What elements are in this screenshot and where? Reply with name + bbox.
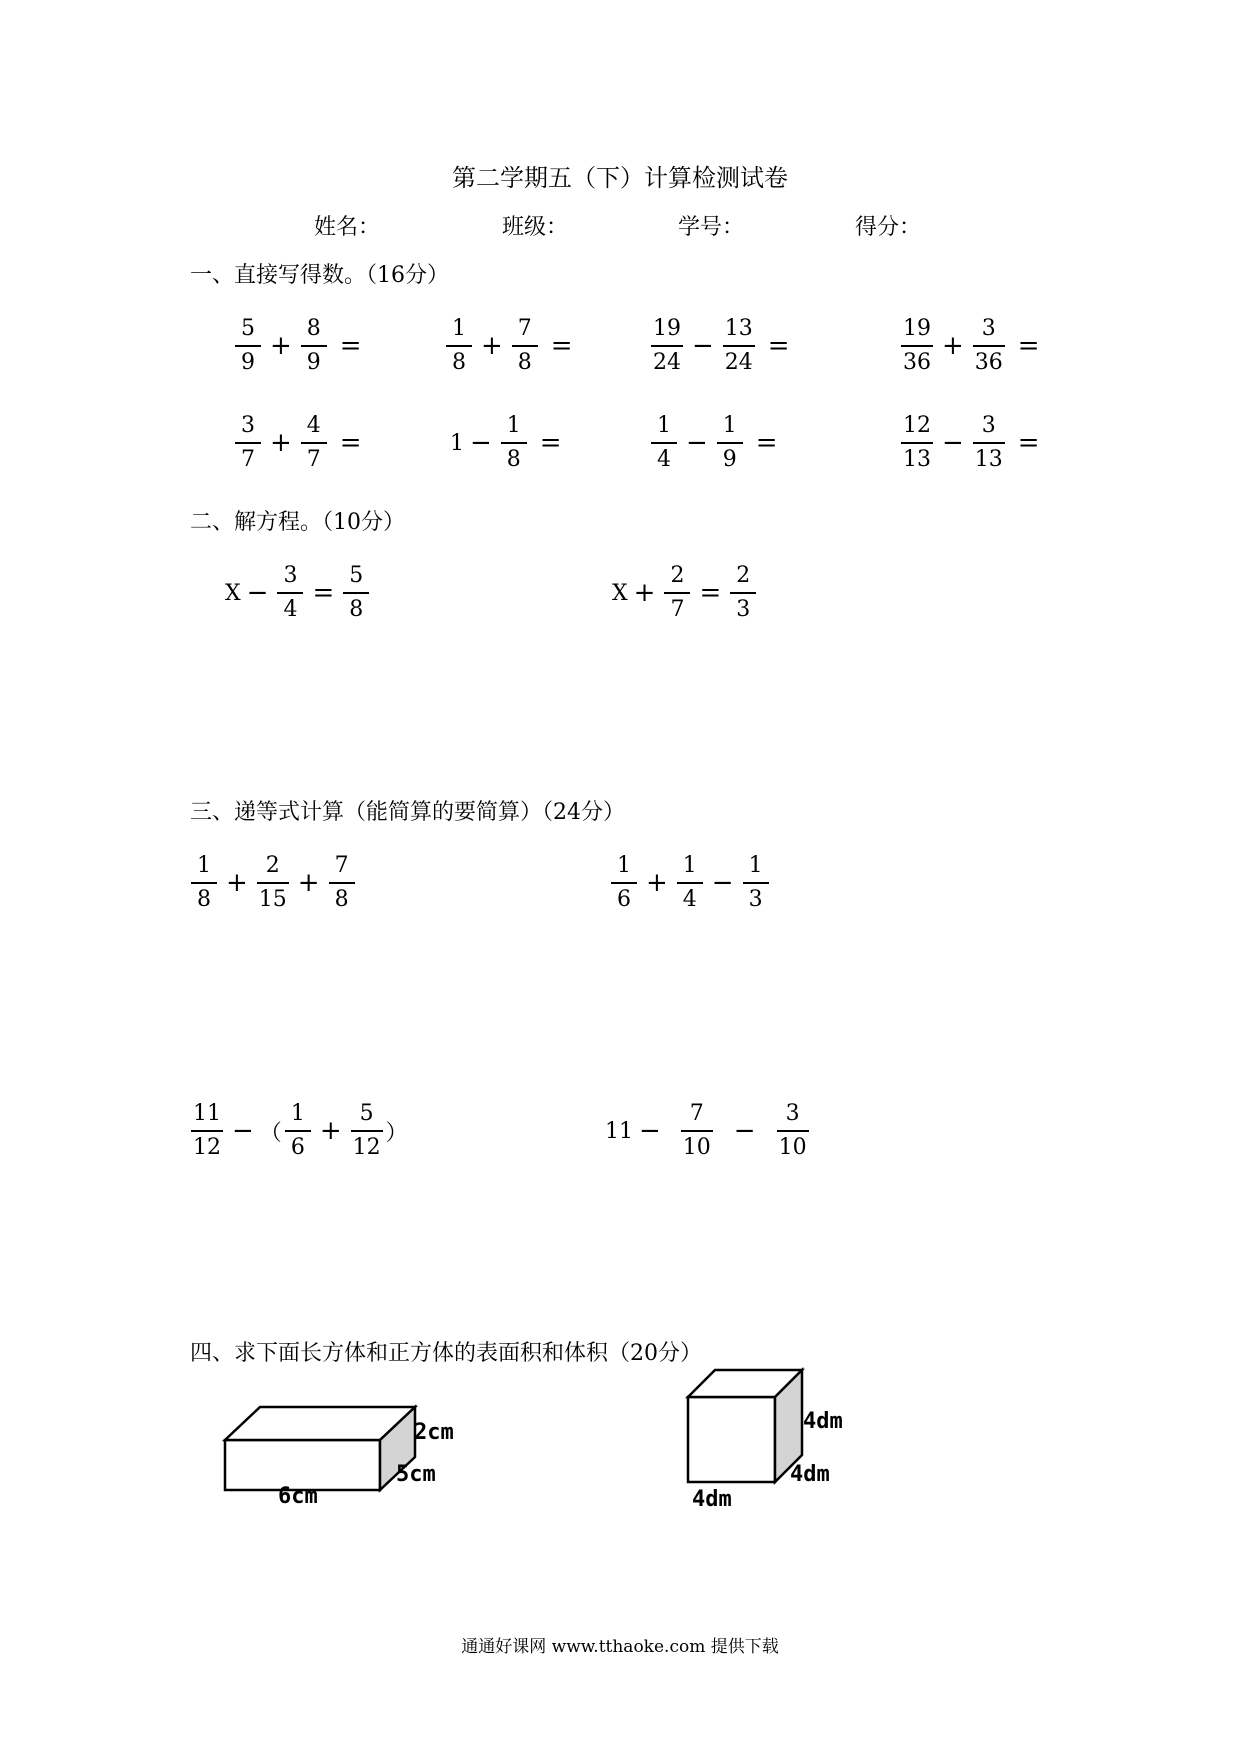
fraction: $\frac{2}{7}$ xyxy=(664,565,690,621)
operator: − xyxy=(246,578,269,608)
s3-expression-2 xyxy=(608,855,772,911)
operator: − xyxy=(232,1116,254,1146)
s2-equation-1 xyxy=(225,565,372,621)
operator: − xyxy=(470,428,492,458)
cuboid-length-label: 6cm xyxy=(278,1484,318,1509)
operator: + xyxy=(270,331,292,361)
fraction: $\frac{19}{24}$ xyxy=(653,316,681,375)
equals-sign: = xyxy=(1017,428,1040,458)
s1-expression-2 xyxy=(443,318,573,374)
s1-expression-6 xyxy=(450,415,562,471)
fraction: $\frac{1}{8}$ xyxy=(501,415,527,471)
fraction: $\frac{3}{7}$ xyxy=(235,415,261,471)
cuboid-height-label: 2cm xyxy=(414,1420,454,1445)
cube-width-label: 4dm xyxy=(692,1487,732,1512)
section-2-heading: 二、解方程。（10分） xyxy=(190,510,405,535)
s3-expression-4 xyxy=(605,1103,812,1159)
operator: + xyxy=(481,331,503,361)
fraction: $\frac{1}{8}$ xyxy=(446,318,472,374)
fraction: $\frac{1}{4}$ xyxy=(677,855,703,911)
fraction: $\frac{7}{8}$ xyxy=(329,855,355,911)
fraction: $\frac{1}{6}$ xyxy=(285,1103,311,1159)
operator: + xyxy=(942,331,964,361)
fraction: $\frac{7}{10}$ xyxy=(682,1101,711,1160)
whole-number: 1 xyxy=(450,430,464,456)
fraction: $\frac{2}{15}$ xyxy=(258,853,287,912)
fraction: $\frac{1}{9}$ xyxy=(717,415,743,471)
equals-sign: = xyxy=(550,331,573,361)
operator: + xyxy=(270,428,292,458)
equals-sign: = xyxy=(767,331,790,361)
section-4-heading: 四、求下面长方体和正方体的表面积和体积（20分） xyxy=(190,1341,702,1366)
name-field-label: 姓名： xyxy=(314,215,381,240)
fraction: $\frac{11}{12}$ xyxy=(193,1101,221,1160)
fraction: $\frac{7}{8}$ xyxy=(512,318,538,374)
operator: − xyxy=(733,1116,756,1146)
s3-expression-3 xyxy=(188,1103,408,1159)
section-3-heading: 三、递等式计算（能简算的要简算）（24分） xyxy=(190,800,625,825)
fraction: $\frac{5}{9}$ xyxy=(235,318,261,374)
operator: + xyxy=(319,1116,342,1146)
fraction: $\frac{12}{13}$ xyxy=(903,413,931,472)
cube-depth-label: 4dm xyxy=(790,1462,830,1487)
equals-sign: = xyxy=(1017,331,1040,361)
equals-sign: = xyxy=(312,578,335,608)
fraction: $\frac{1}{8}$ xyxy=(191,855,217,911)
cube-height-label: 4dm xyxy=(803,1409,843,1434)
student-number-label: 学号： xyxy=(678,215,745,240)
page-title: 第二学期五（下）计算检测试卷 xyxy=(452,164,788,192)
fraction: $\frac{19}{36}$ xyxy=(903,316,931,375)
equals-sign: = xyxy=(339,428,362,458)
fraction: $\frac{2}{3}$ xyxy=(730,565,756,621)
operator: − xyxy=(942,428,964,458)
whole-number: 11 xyxy=(605,1118,633,1144)
cuboid-front-face xyxy=(225,1440,380,1490)
equals-sign: = xyxy=(699,578,722,608)
class-field-label: 班级： xyxy=(502,215,569,240)
fraction: $\frac{4}{7}$ xyxy=(301,415,327,471)
s1-expression-3 xyxy=(648,318,790,374)
cuboid-depth-label: 5cm xyxy=(396,1462,436,1487)
variable: X xyxy=(225,580,241,606)
s1-expression-1 xyxy=(232,318,362,374)
s1-expression-7 xyxy=(648,415,778,471)
fraction: $\frac{3}{13}$ xyxy=(974,413,1003,472)
s3-expression-1 xyxy=(188,855,358,911)
operator: − xyxy=(686,428,708,458)
operator: + xyxy=(297,868,320,898)
s2-equation-2 xyxy=(612,565,759,621)
score-field-label: 得分： xyxy=(855,215,922,240)
s1-expression-8 xyxy=(898,415,1040,471)
fraction: $\frac{8}{9}$ xyxy=(301,318,327,374)
operator: + xyxy=(633,578,656,608)
cuboid-figure xyxy=(220,1395,480,1535)
operator: − xyxy=(692,331,714,361)
fraction: $\frac{1}{3}$ xyxy=(743,855,769,911)
operator: − xyxy=(639,1116,661,1146)
fraction: $\frac{1}{4}$ xyxy=(651,415,677,471)
fraction: $\frac{3}{36}$ xyxy=(974,316,1003,375)
equals-sign: = xyxy=(755,428,778,458)
fraction: $\frac{5}{12}$ xyxy=(352,1101,381,1160)
fraction: $\frac{3}{4}$ xyxy=(277,565,303,621)
left-paren: （ xyxy=(259,1120,282,1146)
fraction: $\frac{1}{6}$ xyxy=(611,855,637,911)
fraction: $\frac{13}{24}$ xyxy=(724,316,753,375)
operator: + xyxy=(226,868,248,898)
operator: − xyxy=(711,868,734,898)
equals-sign: = xyxy=(339,331,362,361)
s1-expression-5 xyxy=(232,415,362,471)
operator: + xyxy=(646,868,668,898)
section-1-heading: 一、直接写得数。（16分） xyxy=(190,263,449,288)
fraction: $\frac{5}{8}$ xyxy=(343,565,369,621)
fraction: $\frac{3}{10}$ xyxy=(778,1101,807,1160)
right-paren: ） xyxy=(385,1120,408,1146)
equals-sign: = xyxy=(539,428,562,458)
footer-text: 通通好课网 www.tthaoke.com 提供下载 xyxy=(461,1637,779,1657)
cube-front-face xyxy=(688,1397,775,1482)
variable: X xyxy=(612,580,628,606)
s1-expression-4 xyxy=(898,318,1040,374)
